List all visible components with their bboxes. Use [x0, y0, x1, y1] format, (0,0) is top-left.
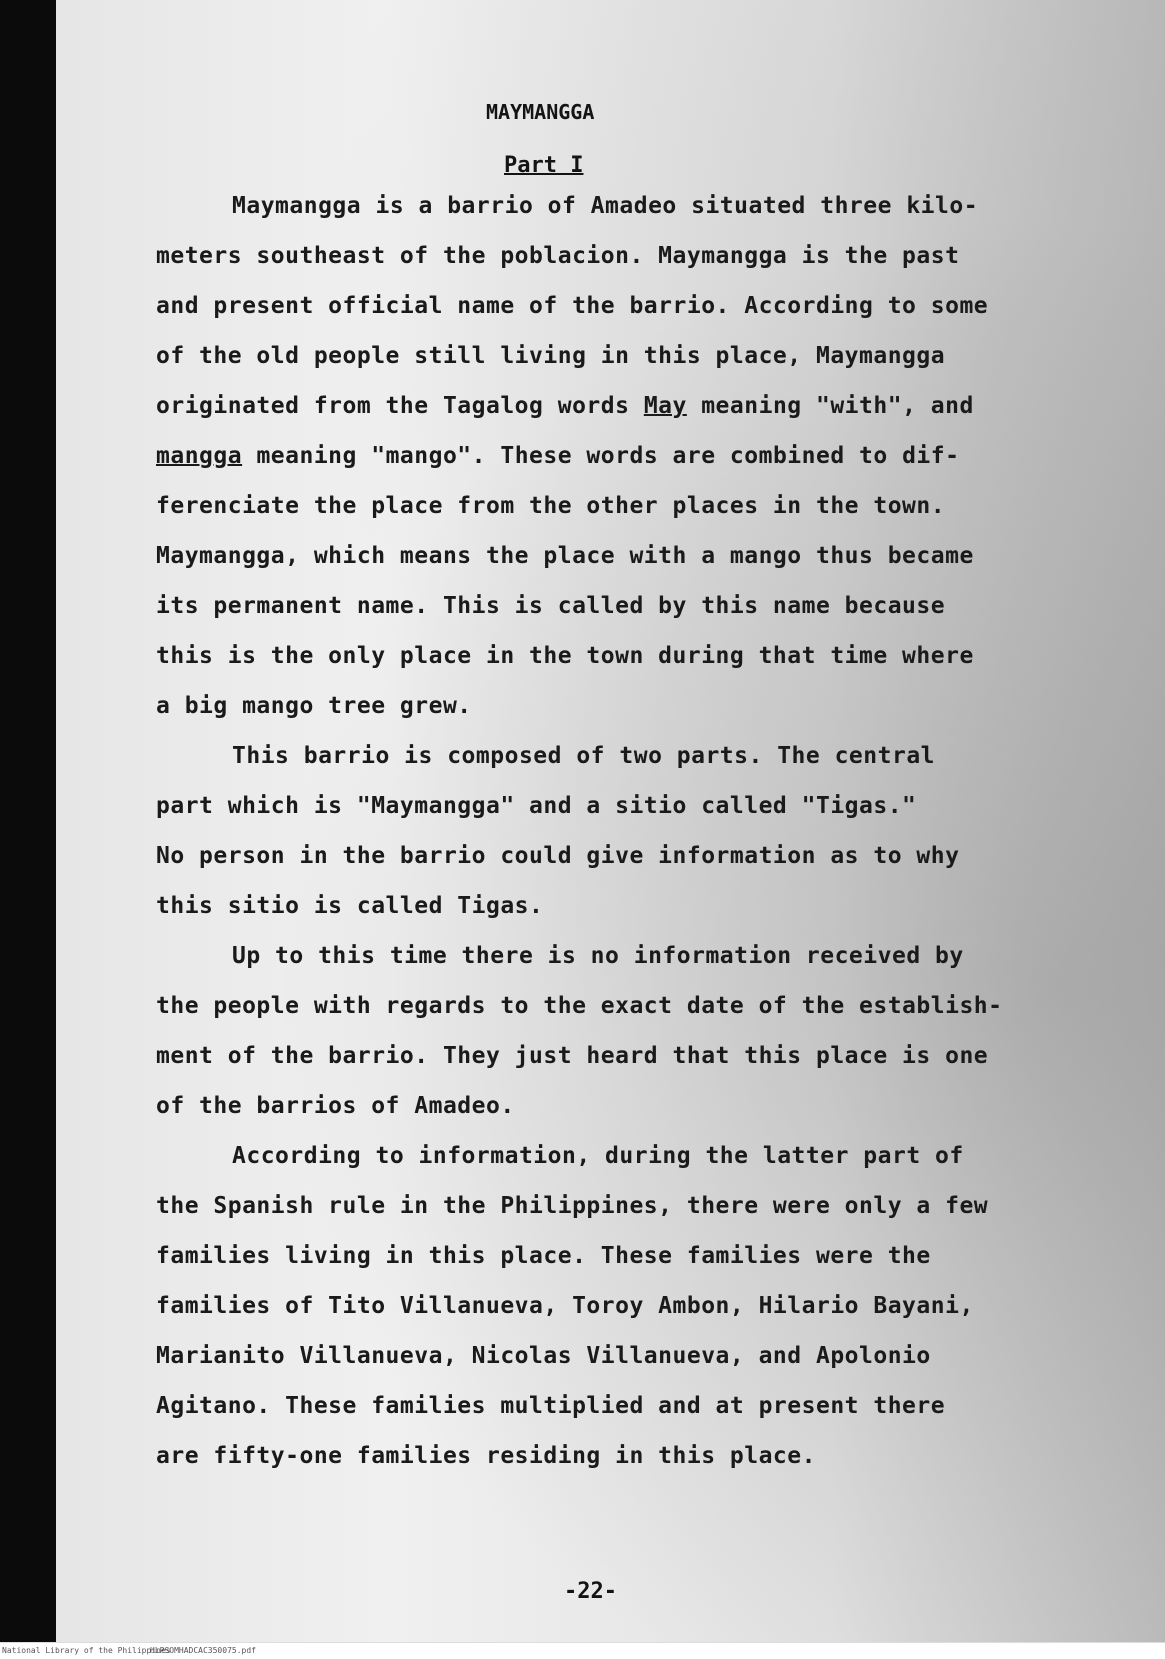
text-line: This barrio is composed of two parts. The central: [232, 743, 936, 769]
text-line: families living in this place. These families were the: [156, 1243, 931, 1269]
text-line: [156, 443, 959, 469]
text-line: part which is "Maymangga" and a sitio called "Tigas.": [156, 793, 917, 819]
text-line: families of Tito Villanueva, Toroy Ambon, Hilario Bayani,: [156, 1293, 974, 1319]
text-line: Agitano. These families multiplied and at present there: [156, 1393, 946, 1419]
text-line: According to information, during the latter part of: [232, 1143, 964, 1169]
text-line: meters southeast of the poblacion. Maymangga is the past: [156, 243, 960, 269]
text-line: Maymangga is a barrio of Amadeo situated three kilo-: [232, 193, 979, 219]
text-line: this sitio is called Tigas.: [156, 893, 544, 919]
text-line: No person in the barrio could give information as to why: [156, 843, 960, 869]
footer-bar: [0, 1642, 1165, 1659]
text-line: and present official name of the barrio. According to some: [156, 293, 989, 319]
scan-margin-bar: [0, 0, 56, 1642]
text-line: its permanent name. This is called by this name because: [156, 593, 946, 619]
text-line: ferenciate the place from the other places in the town.: [156, 493, 946, 519]
text-line: the Spanish rule in the Philippines, there were only a few: [156, 1193, 989, 1219]
underlined-word: May: [643, 393, 687, 419]
underlined-word: mangga: [156, 443, 243, 469]
text-line: Maymangga, which means the place with a mango thus became: [156, 543, 974, 569]
footer-file-name: HLPSOMHADCAC350075.pdf: [150, 1646, 256, 1655]
text-segment: meaning "mango". These words are combined to dif-: [242, 443, 960, 469]
text-segment: meaning "with", and: [686, 393, 974, 419]
text-line: are fifty-one families residing in this place.: [156, 1443, 816, 1469]
document-page: [56, 0, 1165, 1642]
part-heading: Part I: [504, 153, 584, 178]
text-line: [156, 393, 974, 419]
text-line: of the old people still living in this place, Maymangga: [156, 343, 946, 369]
text-line: Marianito Villanueva, Nicolas Villanueva, and Apolonio: [156, 1343, 931, 1369]
document-title: MAYMANGGA: [486, 100, 595, 124]
text-line: this is the only place in the town during that time where: [156, 643, 974, 669]
text-line: Up to this time there is no information received by: [232, 943, 964, 969]
page-number: -22-: [564, 1579, 617, 1604]
text-segment: originated from the Tagalog words: [156, 393, 644, 419]
text-line: of the barrios of Amadeo.: [156, 1093, 515, 1119]
footer-library-name: National Library of the Philippines: [2, 1646, 171, 1655]
text-line: the people with regards to the exact date of the establish-: [156, 993, 1003, 1019]
text-line: a big mango tree grew.: [156, 693, 472, 719]
text-line: ment of the barrio. They just heard that this place is one: [156, 1043, 989, 1069]
